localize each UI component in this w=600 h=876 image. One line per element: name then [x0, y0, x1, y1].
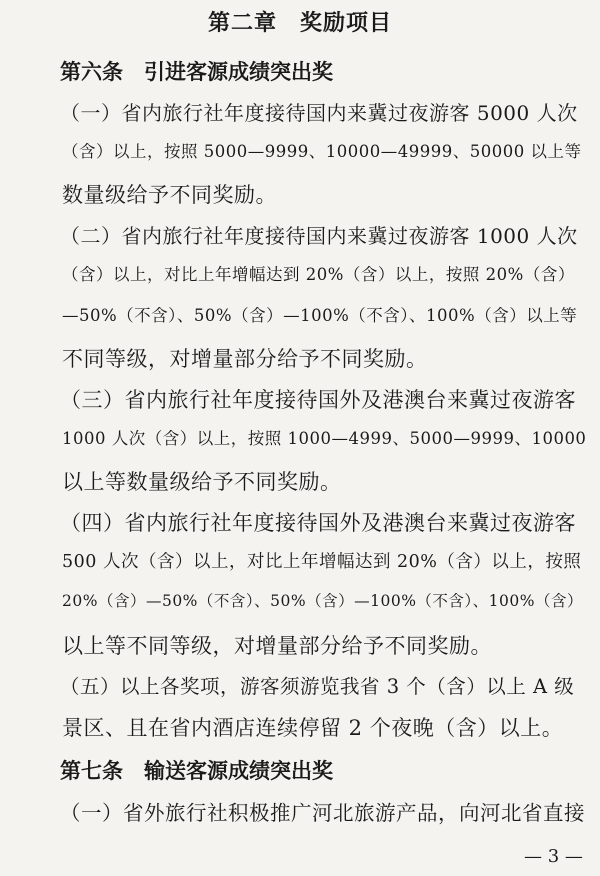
article-6-line-5: （含）以上，对比上年增幅达到 20%（含）以上，按照 20%（含） — [62, 265, 575, 284]
article-6-line-9: 1000 人次（含）以上，按照 1000—4999、5000—9999、10000 — [62, 429, 587, 448]
article-6-line-15: （五）以上各奖项，游客须游览我省 3 个（含）以上 A 级 — [60, 675, 575, 698]
article-6-line-16: 景区、且在省内酒店连续停留 2 个夜晚（含）以上。 — [62, 716, 564, 740]
article-7-line-1: （一）省外旅行社积极推广河北旅游产品，向河北省直接 — [60, 801, 585, 825]
article-6-line-8: （三）省内旅行社年度接待国外及港澳台来冀过夜游客 — [60, 388, 576, 412]
page-number: — 3 — — [524, 846, 583, 867]
article-7-heading: 第七条 输送客源成绩突出奖 — [60, 759, 333, 783]
article-6-line-10: 以上等数量级给予不同奖励。 — [62, 470, 342, 494]
chapter-title: 第二章 奖励项目 — [207, 11, 392, 36]
article-6-line-13: 20%（含）—50%（不含）、50%（含）—100%（不含）、100%（含） — [62, 592, 583, 610]
article-6-line-4: （二）省内旅行社年度接待国内来冀过夜游客 1000 人次 — [60, 224, 578, 248]
article-6-line-3: 数量级给予不同奖励。 — [62, 183, 277, 207]
article-6-line-2: （含）以上，按照 5000—9999、10000—49999、50000 以上等 — [62, 142, 582, 161]
article-6-heading: 第六条 引进客源成绩突出奖 — [60, 60, 333, 84]
article-6-line-6: —50%（不含）、50%（含）—100%（不含）、100%（含）以上等 — [62, 306, 578, 325]
article-6-line-14: 以上等不同等级，对增量部分给予不同奖励。 — [62, 634, 492, 658]
article-6-line-12: 500 人次（含）以上，对比上年增幅达到 20%（含）以上，按照 — [62, 552, 582, 572]
article-6-line-7: 不同等级，对增量部分给予不同奖励。 — [62, 347, 428, 371]
article-6-line-1: （一）省内旅行社年度接待国内来冀过夜游客 5000 人次 — [60, 101, 578, 125]
article-6-line-11: （四）省内旅行社年度接待国外及港澳台来冀过夜游客 — [60, 511, 576, 535]
